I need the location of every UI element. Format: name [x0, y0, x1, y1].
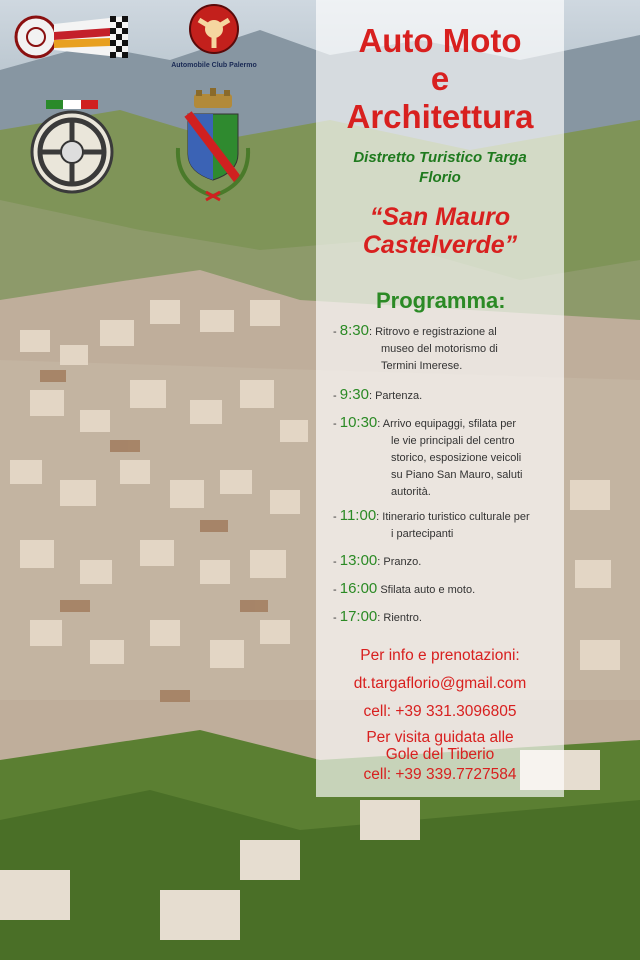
guided-visit-text — [316, 729, 564, 763]
program-item: - 16:00 Sfilata auto e moto. — [333, 580, 476, 597]
program-text: le vie principali del centro — [391, 435, 515, 447]
program-time: 17:00 — [339, 608, 378, 625]
program-text: storico, esposizione veicoli — [391, 452, 522, 464]
town-name — [316, 203, 564, 259]
program-text: Pranzo. — [383, 556, 422, 568]
program-text: Arrivo equipaggi, sfilata per — [382, 418, 517, 430]
district-name — [316, 148, 564, 188]
contact-cell-2[interactable]: cell: +39 339.7727584 — [363, 766, 517, 783]
guided-line-1: Per visita guidata alle — [366, 729, 514, 746]
town-line-1: “San Mauro — [369, 203, 511, 231]
program-text: autorità. — [391, 486, 431, 498]
contact-cell-1[interactable]: cell: +39 331.3096805 — [363, 703, 517, 720]
program-text: Termini Imerese. — [381, 360, 463, 372]
program-time: 16:00 — [339, 580, 378, 597]
program-time: 10:30 — [339, 414, 378, 431]
program-time: 11:00 — [339, 507, 377, 524]
program-item: - 13:00: Pranzo. — [333, 552, 422, 569]
program-item: - 9:30: Partenza. — [333, 386, 423, 403]
district-line-1: Distretto Turistico Targa — [353, 149, 527, 166]
program-text: museo del motorismo di — [381, 343, 498, 355]
automobile-club-palermo-logo — [160, 2, 268, 69]
program-item: - 11:00: Itinerario turistico culturale per i partecipanti — [333, 507, 563, 543]
program-item: - 10:30: Arrivo equipaggi, sfilata per le vie principali del centro storico, esposizione veicoli su Piano San Mauro, saluti autorità. — [333, 414, 563, 501]
title-line-3: Architettura — [346, 98, 534, 135]
program-time: 13:00 — [339, 552, 378, 569]
program-text: Itinerario turistico culturale per — [382, 511, 530, 523]
program-text: Rientro. — [383, 612, 422, 624]
title-line-2: e — [430, 60, 450, 97]
program-text: Partenza. — [375, 390, 423, 402]
contact-email[interactable]: dt.targaflorio@gmail.com — [353, 675, 527, 692]
program-time: 9:30 — [339, 386, 369, 403]
acp-caption: Automobile Club Palermo — [171, 62, 257, 69]
program-time: 8:30 — [339, 322, 369, 339]
program-item: - 8:30: Ritrovo e registrazione al museo del motorismo di Termini Imerese. — [333, 322, 563, 375]
info-heading: Per info e prenotazioni: — [360, 647, 520, 664]
steering-wheel-logo — [24, 98, 120, 203]
municipal-coat-of-arms — [170, 88, 256, 211]
program-text: su Piano San Mauro, saluti — [391, 469, 523, 481]
program-text: Ritrovo e registrazione al — [375, 326, 497, 338]
program-text: i partecipanti — [391, 528, 454, 540]
event-title — [316, 22, 564, 136]
targa-florio-banner-logo — [14, 14, 130, 65]
program-text: Sfilata auto e moto. — [380, 584, 476, 596]
guided-line-2: Gole del Tiberio — [385, 746, 495, 763]
district-line-2: Florio — [419, 169, 461, 186]
program-item: - 17:00: Rientro. — [333, 608, 422, 625]
program-heading: Programma: — [376, 288, 506, 313]
town-line-2: Castelverde” — [362, 231, 518, 259]
title-line-1: Auto Moto — [358, 22, 522, 59]
